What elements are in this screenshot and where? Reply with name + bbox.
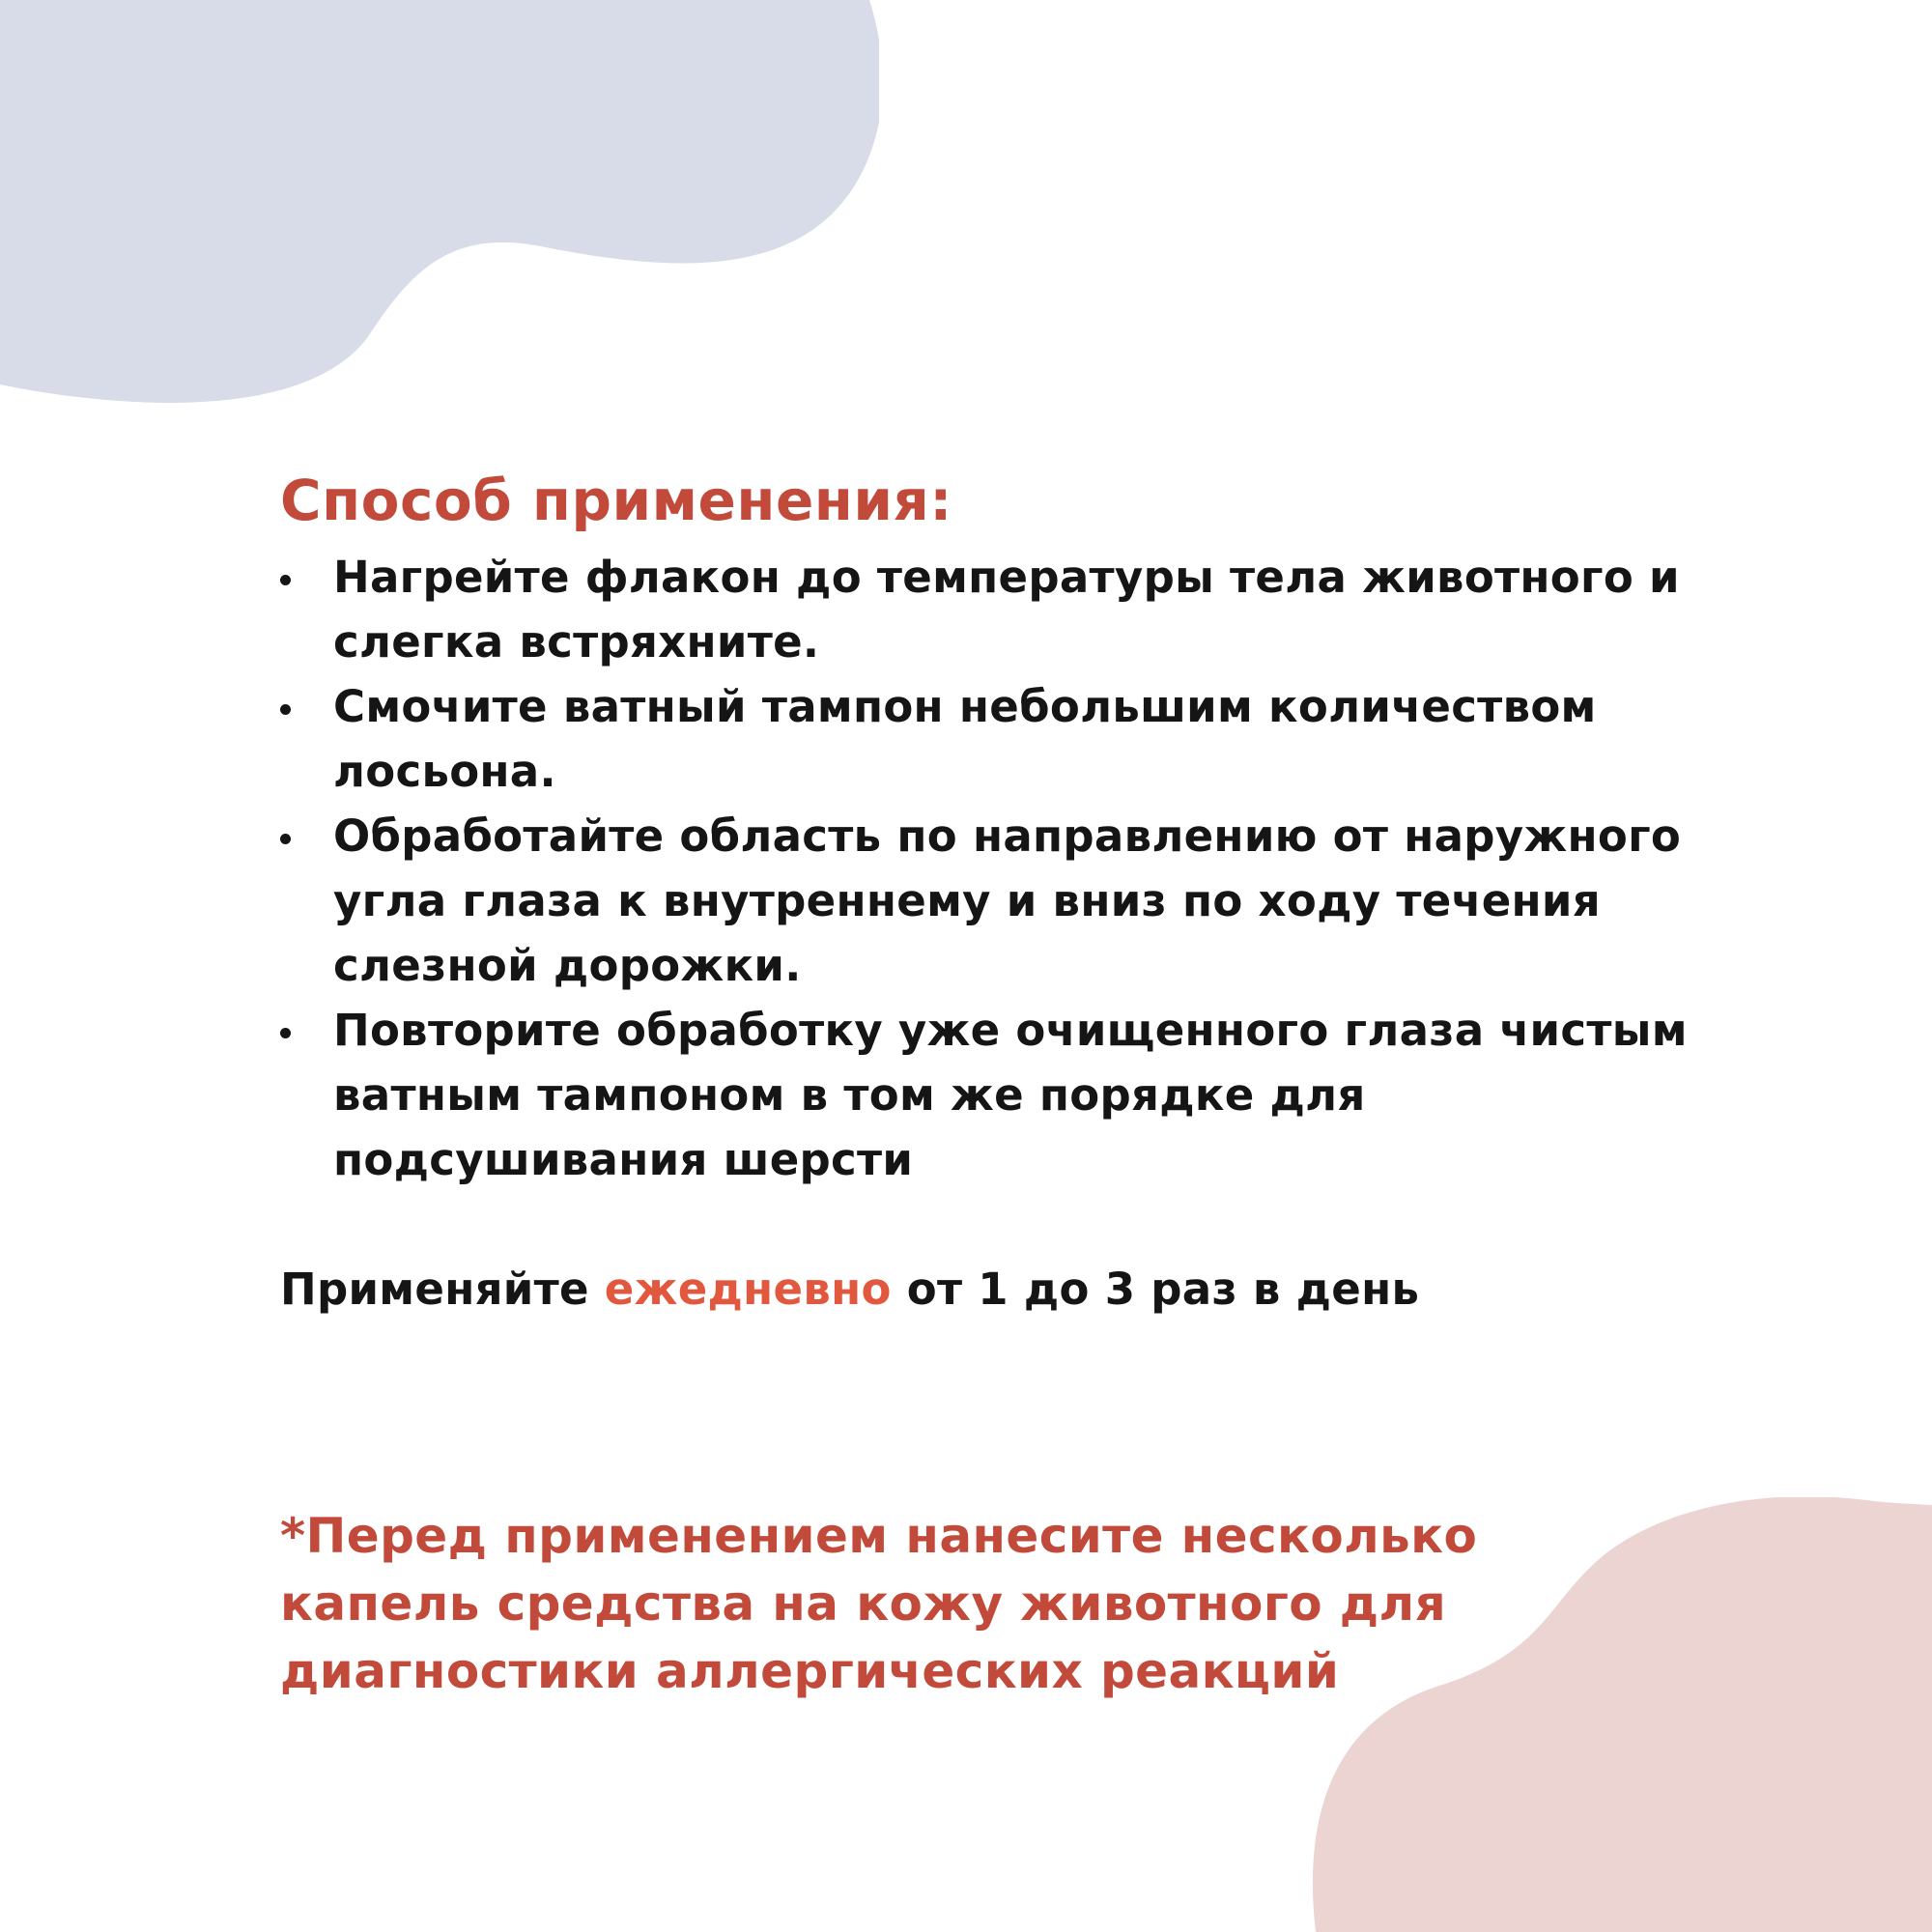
step-item-1 xyxy=(280,545,1729,674)
instructions-section xyxy=(280,462,1729,1321)
bullet-icon xyxy=(280,575,291,585)
section-heading: Способ применения: xyxy=(280,468,952,533)
step-text: Обработайте область по направлению от наружного угла глаза к внутреннему и вниз по ходу течения слезной дорожки. xyxy=(333,810,1682,991)
step-text: Повторите обработку уже очищенного глаза чистым ватным тампоном в том же порядке для подсушивания шерсти xyxy=(333,1005,1688,1185)
step-item-4 xyxy=(280,998,1729,1192)
step-text: Нагрейте флакон до температуры тела животного и слегка встряхните. xyxy=(333,552,1680,668)
bullet-icon xyxy=(280,1028,291,1038)
frequency-prefix: Применяйте xyxy=(280,1264,605,1315)
step-text: Смочите ватный тампон небольшим количеством лосьона. xyxy=(333,681,1597,797)
steps-list xyxy=(280,545,1729,1192)
step-item-2 xyxy=(280,674,1729,804)
frequency-line xyxy=(280,1257,1729,1321)
step-item-3 xyxy=(280,804,1729,998)
decorative-blob-top-left xyxy=(0,0,879,406)
allergy-warning-note: *Перед применением нанесите несколько капель средства на кожу животного для диагностики аллергических реакций xyxy=(280,1508,1478,1699)
frequency-highlight: ежедневно xyxy=(604,1264,892,1315)
bullet-icon xyxy=(280,704,291,715)
bullet-icon xyxy=(280,834,291,844)
frequency-suffix: от 1 до 3 раз в день xyxy=(891,1264,1420,1315)
